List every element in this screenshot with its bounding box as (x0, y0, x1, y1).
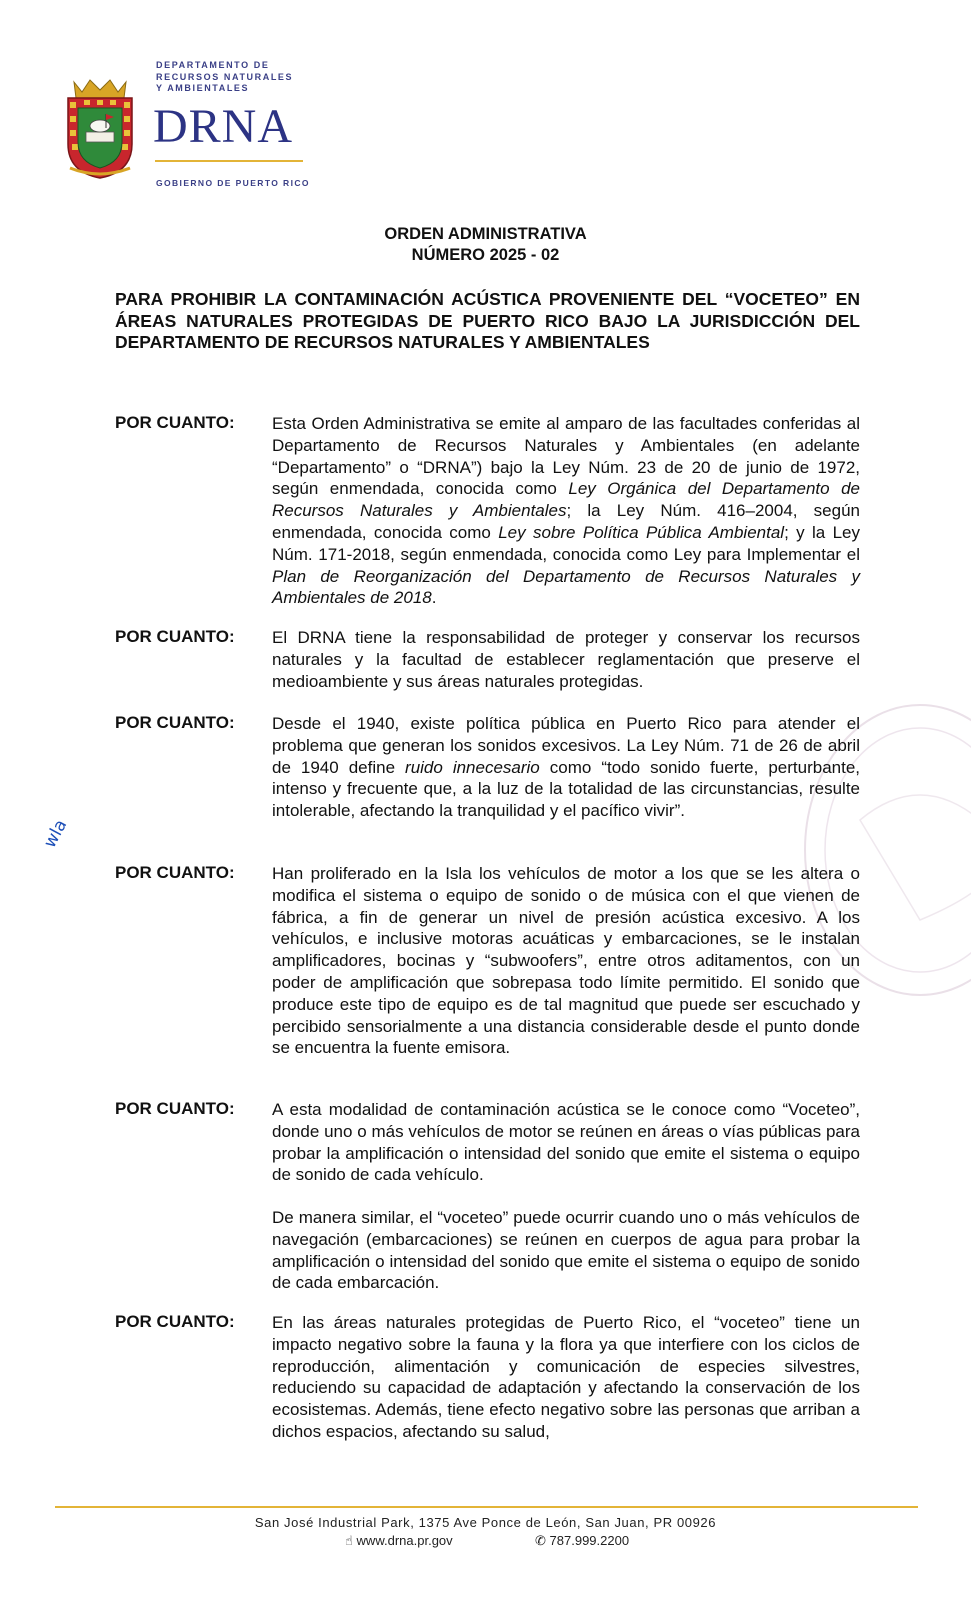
header-divider (155, 160, 303, 162)
agency-name-line: RECURSOS NATURALES (156, 71, 294, 82)
italic-citation: ruido innecesario (405, 757, 540, 777)
clause-text-run: como “todo sonido fuerte, perturbante, intenso y frecuente que, a la luz de la totalidad de las circunstancias, resulte intolerable, afectando la tranquilidad y el pacífico vivir”. (272, 757, 861, 821)
clause-text (272, 413, 860, 609)
agency-name-line: DEPARTAMENTO DE (156, 60, 270, 70)
agency-name-line: Y AMBIENTALES (156, 83, 250, 93)
document-title-line: ORDEN ADMINISTRATIVA (384, 225, 587, 243)
website-link[interactable]: www.drna.pr.gov (356, 1533, 453, 1548)
clause-label: POR CUANTO: (115, 627, 235, 646)
phone-icon: ✆ (535, 1533, 546, 1548)
document-subject: PARA PROHIBIR LA CONTAMINACIÓN ACÚSTICA PROVENIENTE DEL “VOCETEO” EN ÁREAS NATURALES PROTEGIDAS DE PUERTO RICO BAJO LA JURISDICCIÓN DEL DEPARTAMENTO DE RECURSOS NATURALES Y AMBIENTALES (115, 289, 860, 352)
clause-label: POR CUANTO: (115, 863, 235, 882)
footer-phone (535, 1533, 629, 1549)
document-number: NÚMERO 2025 - 02 (411, 246, 560, 264)
clause-text-run: Desde el 1940, existe política pública en Puerto Rico para atender el problema que generan los sonidos excesivos. La Ley Núm. 71 de 26 de abril de 1940 define (272, 714, 860, 777)
agency-acronym: DRNA (153, 100, 294, 153)
clause-text (272, 863, 860, 1059)
italic-citation: Ley sobre Política Pública Ambiental (498, 522, 785, 542)
italic-citation: Ley Orgánica del Departamento de Recursos Naturales y Ambientales (272, 479, 860, 521)
italic-citation: Plan de Reorganización del Departamento de Recursos Naturales y Ambientales de 2018 (272, 566, 860, 608)
clause-continuation: De manera similar, el “voceteo” puede ocurrir cuando uno o más vehículos de navegación (embarcaciones) se reúnen en cuerpos de agua para probar la amplificación o intensidad del sonido que emite el sistema o equipo de sonido de cada embarcación. (272, 1208, 860, 1293)
clause-text-run: A esta modalidad de contaminación acústica se le conoce como “Voceteo”, donde uno o más vehículos de motor se reúnen en áreas o vías públicas para probar la amplificación o intensidad del sonido que emite el sistema o equipo de sonido de cada vehículo. (272, 1100, 860, 1185)
clause-label: POR CUANTO: (115, 713, 235, 732)
document-title (0, 224, 971, 266)
clause-text-run: ; y la Ley Núm. 171-2018, según enmendada, conocida como Ley para Implementar el (272, 522, 860, 564)
clause-text (272, 713, 860, 822)
clause-text-run: El DRNA tiene la responsabilidad de proteger y conservar los recursos naturales y la facultad de establecer reglamentación que preserve el medioambiente y sus áreas naturales protegidas. (272, 628, 860, 691)
clause-text (272, 1312, 860, 1443)
clause-text (272, 627, 860, 692)
handwritten-initials: wla (40, 816, 72, 852)
footer-divider (55, 1506, 918, 1508)
coat-of-arms-icon (60, 76, 140, 181)
pointer-hand-icon: ☝︎ (345, 1533, 353, 1548)
clause-text-run: Esta Orden Administrativa se emite al amparo de las facultades conferidas al Departamento de Recursos Naturales y Ambientales (en adelante “Departamento” o “DRNA”) bajo la Ley Núm. 23 de 20 de junio de 1972, según enmendada, conocida como (272, 414, 860, 499)
clause-label: POR CUANTO: (115, 413, 235, 432)
footer-website[interactable] (345, 1533, 453, 1549)
government-name: GOBIERNO DE PUERTO RICO (156, 178, 310, 188)
agency-name (156, 60, 293, 95)
footer-address: San José Industrial Park, 1375 Ave Ponce de León, San Juan, PR 00926 (254, 1515, 717, 1530)
phone-number: 787.999.2200 (549, 1533, 630, 1548)
clause-text-run: ; la Ley Núm. 416–2004, según enmendada, conocida como (272, 501, 860, 542)
clause-text-run: En las áreas naturales protegidas de Puerto Rico, el “voceteo” tiene un impacto negativo sobre la fauna y la flora ya que interfiere con los ciclos de reproducción, alimentación y comunicación de especies silvestres, reduciendo su capacidad de adaptación y afectando la conservación de los ecosistemas. Además, tiene efecto negativo sobre las personas que arriban a dichos espacios, afectando su salud, (272, 1313, 860, 1441)
clause-text-run: . (431, 588, 437, 608)
clause-label: POR CUANTO: (115, 1099, 235, 1118)
clause-text-run: Han proliferado en la Isla los vehículos de motor a los que se les altera o modifica el sistema o equipo de sonido o de música con el que vienen de fábrica, a fin de generar un nivel de presión acústica excesivo. A los vehículos, e inclusive motoras acuáticas y embarcaciones, se le instalan amplificadores, bocinas y “subwoofers”, entre otros aditamentos, con un poder de amplificación que sobrepasa todo límite permitido. El sonido que produce este tipo de equipo es de tal magnitud que puede ser escuchado y percibido sensorialmente a una distancia considerable desde el punto donde se encuentra la fuente emisora. (272, 864, 860, 1058)
clause-text (272, 1099, 860, 1186)
clause-label: POR CUANTO: (115, 1312, 235, 1331)
